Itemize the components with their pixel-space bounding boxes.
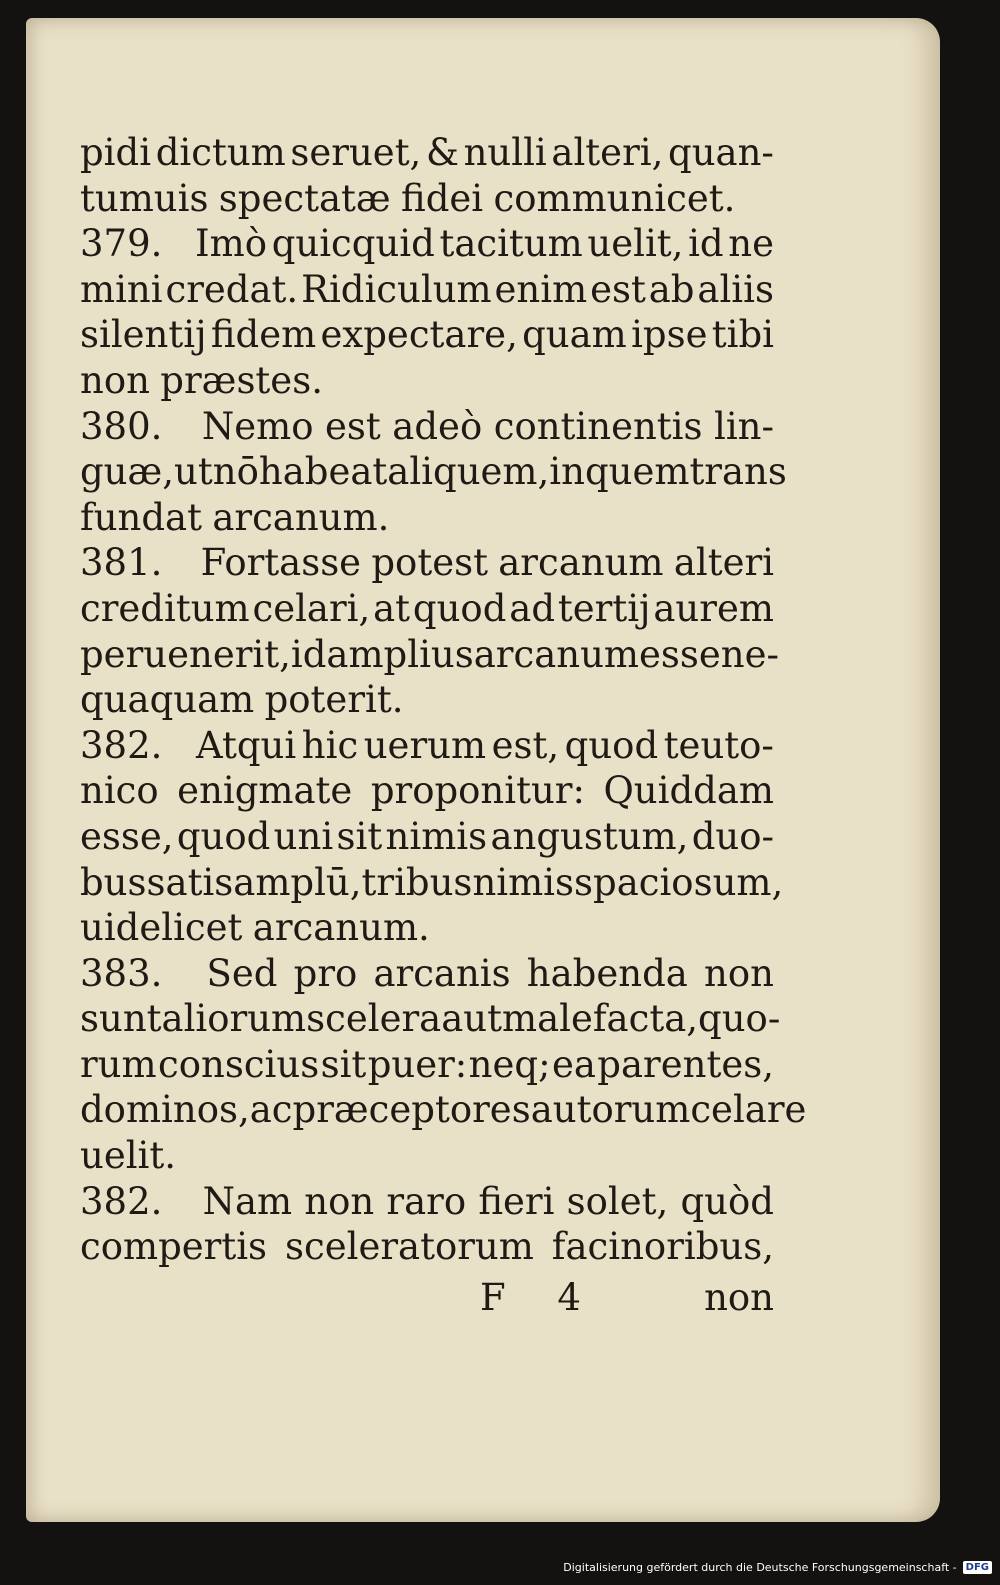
text-line [80, 860, 784, 906]
word: continentis [493, 404, 703, 448]
word: Sed [206, 951, 278, 995]
word: Nam [202, 1179, 293, 1223]
word: aut [441, 997, 502, 1041]
word: nimis [385, 814, 488, 858]
word: uerum [363, 723, 487, 767]
word: aurem [653, 586, 774, 630]
word: neq; [468, 1042, 551, 1086]
word: solet, [566, 1179, 669, 1223]
word: silentij [80, 313, 207, 357]
word: lin- [714, 404, 774, 448]
text-line [80, 723, 774, 769]
word: ne- [720, 632, 780, 676]
word: autorum [530, 1088, 691, 1132]
word: sit [336, 814, 383, 858]
word: arcanum. [212, 495, 390, 539]
word: hic [301, 723, 359, 767]
word: tibi [711, 313, 774, 357]
word: guæ,ut [80, 450, 213, 494]
word: compertis [80, 1225, 268, 1269]
word: enim [494, 267, 588, 311]
word: quo- [698, 997, 781, 1041]
text-line [80, 586, 774, 632]
word: angustum, [490, 814, 689, 858]
word: Atqui [195, 723, 297, 767]
word: at [373, 586, 411, 630]
word: præceptores [292, 1088, 531, 1132]
paragraph-number: 379. [80, 222, 163, 266]
word: amplū, [233, 860, 362, 904]
word: tribus [361, 860, 473, 904]
word: uni [273, 814, 334, 858]
word: nimis [472, 860, 575, 904]
catchword: non [704, 1276, 774, 1319]
word: adeò [392, 404, 483, 448]
word: alteri, [551, 131, 664, 174]
word: peruenerit, [80, 632, 291, 676]
paragraph-number: 383. [80, 951, 163, 995]
word: tumuis [80, 176, 209, 220]
text-line [80, 449, 787, 495]
word: alteri [673, 541, 774, 585]
word: sceleratorum [285, 1225, 534, 1269]
word: uelit, [587, 222, 684, 266]
word: duo- [691, 814, 774, 858]
text-line [80, 358, 774, 404]
word: seruet, [290, 131, 422, 174]
word: creditum [80, 586, 250, 630]
word: Quiddam [603, 769, 774, 813]
word: aliis [697, 267, 774, 311]
word: sit [320, 1042, 367, 1086]
word: potest [371, 541, 488, 585]
word: non [704, 951, 774, 995]
word: Fortasse [200, 541, 362, 585]
word: poterit. [264, 678, 404, 722]
word: quaquam [80, 678, 255, 722]
word: ab [648, 267, 695, 311]
word: ea [551, 1042, 596, 1086]
text-line [80, 312, 774, 358]
word: arcanum [473, 632, 640, 676]
word: fidei [401, 176, 484, 220]
word: fidem [210, 313, 317, 357]
word: esse, [80, 814, 174, 858]
word: fieri [478, 1179, 555, 1223]
word: Ridiculum [301, 267, 492, 311]
word: nico [80, 769, 159, 813]
word: aliquem, [387, 450, 550, 494]
text-line [80, 996, 781, 1042]
text-line [80, 1133, 774, 1179]
word: non [80, 358, 150, 402]
text-line [80, 1042, 774, 1088]
word: quam [522, 313, 627, 357]
text-line [80, 905, 774, 951]
book-page [26, 18, 940, 1522]
word: uelit. [80, 1134, 177, 1178]
word: rum [80, 1042, 157, 1086]
word: parentes, [597, 1042, 774, 1086]
word: uidelicet [80, 906, 243, 950]
word: ac [249, 1088, 293, 1132]
digitization-credit [563, 1556, 992, 1578]
word: quod [176, 814, 271, 858]
text-line [80, 267, 774, 313]
word: ipse [631, 313, 708, 357]
word: pidi [80, 131, 152, 174]
text-line [80, 404, 774, 450]
word: quem [584, 450, 690, 494]
word: conscius [158, 1042, 320, 1086]
page-text [80, 130, 807, 1270]
word: quan- [668, 131, 774, 174]
text-line [80, 1179, 774, 1225]
word: communicet. [493, 176, 736, 220]
paragraph-number: 382. [80, 1179, 163, 1223]
word: quod [564, 723, 659, 767]
text-line [80, 677, 774, 723]
text-line [80, 951, 774, 997]
word: dominos, [80, 1088, 250, 1132]
word: id [290, 632, 327, 676]
word: esse [639, 632, 721, 676]
word: amplius [326, 632, 474, 676]
word: nulli [463, 131, 547, 174]
word: est [325, 404, 381, 448]
word: Imò [195, 222, 268, 266]
word: tertij [557, 586, 651, 630]
word: & [425, 131, 459, 174]
word: ne [728, 222, 774, 266]
word: proponitur: [370, 769, 585, 813]
text-line [80, 768, 774, 814]
text-line [80, 221, 774, 267]
text-line [80, 814, 774, 860]
word: enigmate [177, 769, 353, 813]
text-line [80, 632, 780, 678]
word: habenda [526, 951, 688, 995]
paragraph-number: 382. [80, 723, 163, 767]
word: credat. [165, 267, 299, 311]
word: arcanum [498, 541, 664, 585]
word: quod [412, 586, 507, 630]
word: celari, [252, 586, 371, 630]
word: trans [689, 450, 787, 494]
word: habeat [258, 450, 388, 494]
word: malefacta, [501, 997, 699, 1041]
word: quicquid [271, 222, 435, 266]
word: arcanis [373, 951, 511, 995]
word: spectatæ [218, 176, 391, 220]
word: scelera [306, 997, 442, 1041]
text-line [80, 130, 774, 176]
word: id [688, 222, 724, 266]
dfg-logo-icon: DFG [963, 1561, 992, 1574]
paragraph-number: 381. [80, 541, 163, 585]
word: mini [80, 267, 163, 311]
word: raro [386, 1179, 467, 1223]
word: quòd [680, 1179, 774, 1223]
word: Nemo [201, 404, 314, 448]
text-line [80, 1224, 774, 1270]
word: expectare, [320, 313, 518, 357]
text-line [80, 1087, 807, 1133]
word: nō [212, 450, 259, 494]
word: teuto- [663, 723, 774, 767]
word: bus [80, 860, 147, 904]
word: celare [690, 1088, 807, 1132]
word: spaciosum, [574, 860, 784, 904]
word: in [549, 450, 585, 494]
word: est [590, 267, 646, 311]
word: pro [293, 951, 358, 995]
word: satis [146, 860, 234, 904]
word: fundat [80, 495, 202, 539]
page-foot [80, 1276, 774, 1322]
signature-mark: F 4 [480, 1276, 601, 1319]
credit-text: Digitalisierung gefördert durch die Deutsche Forschungsgemeinschaft - [563, 1560, 957, 1574]
word: tacitum [439, 222, 583, 266]
word: ad [509, 586, 556, 630]
text-line [80, 495, 774, 541]
paragraph-number: 380. [80, 404, 163, 448]
word: præstes. [160, 358, 323, 402]
word: aliorum [161, 997, 307, 1041]
word: puer: [367, 1042, 468, 1086]
text-line [80, 176, 774, 222]
word: arcanum. [252, 906, 430, 950]
word: non [304, 1179, 375, 1223]
text-line [80, 540, 774, 586]
word: est, [491, 723, 560, 767]
word: dictum [155, 131, 286, 174]
word: facinoribus, [551, 1225, 774, 1269]
word: sunt [80, 997, 162, 1041]
